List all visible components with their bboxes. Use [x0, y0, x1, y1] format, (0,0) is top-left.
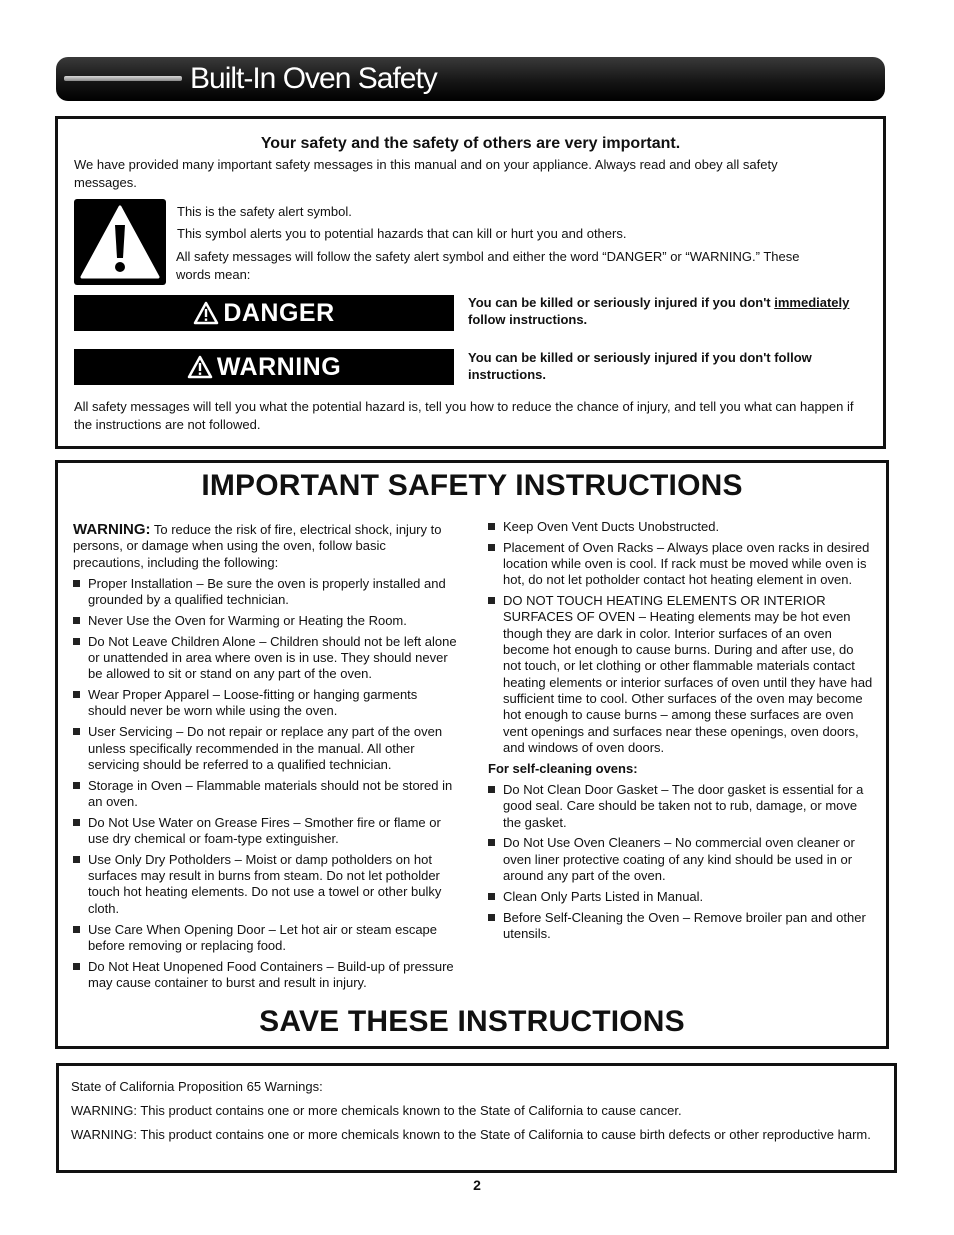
- list-item: Do Not Leave Children Alone – Children should not be left alone or unattended in area where oven is in use. They should never be allowed to sit or stand on any part of the oven.: [73, 634, 458, 683]
- list-item: Use Care When Opening Door – Let hot air or steam escape before removing or replacing food.: [73, 922, 458, 955]
- list-item: DO NOT TOUCH HEATING ELEMENTS OR INTERIOR SURFACES OF OVEN – Heating elements may be hot even though they are dark in color. Interior surfaces of an oven become hot enough to cause burns. During and after use, do not touch, or let clothing or other flammable materials contact heating elements or interior surfaces of oven until they have had sufficient time to cool. Other surfaces of the oven may become hot enough to cause burns – among these surfaces are oven vent openings and surfaces near these openings, oven doors, and windows of oven doors.: [488, 593, 873, 756]
- self-clean-heading: For self-cleaning ovens:: [488, 760, 638, 776]
- danger-text-a: You can be killed or seriously injured if you don't: [468, 295, 775, 310]
- warning-intro-text: To reduce the risk of fire, electrical shock, injury to persons, or damage when using the oven, follow basic precautions, including the following:: [73, 522, 442, 570]
- list-item: User Servicing – Do not repair or replace any part of the oven unless specifically recommended in the manual. All other servicing should be referred to a qualified technician.: [73, 724, 458, 773]
- warning-description: You can be killed or seriously injured if you don't follow instructions.: [468, 350, 812, 382]
- save-instructions-title: SAVE THESE INSTRUCTIONS: [259, 1005, 685, 1038]
- section-header: [56, 57, 885, 101]
- warning-lead: WARNING:: [73, 521, 151, 538]
- danger-text-emphasis: immediately: [774, 295, 850, 310]
- prop65-box: [56, 1063, 897, 1173]
- safety-alert-symbol-icon: [74, 199, 166, 285]
- safety-intro: We have provided many important safety messages in this manual and on your appliance. Always read and obey all safety messages.: [74, 157, 778, 190]
- page-number: 2: [473, 1177, 481, 1193]
- list-item: Do Not Clean Door Gasket – The door gasket is essential for a good seal. Care should be taken not to rub, damage, or move the gasket.: [488, 782, 873, 831]
- warning-intro: [73, 522, 458, 571]
- warning-label: WARNING: [216, 352, 342, 381]
- instructions-right-column: [488, 519, 873, 947]
- prop65-birth-defects-warning: WARNING: This product contains one or more chemicals known to the State of California to cause birth defects or other reproductive harm.: [71, 1127, 871, 1142]
- header-accent-line: [64, 76, 182, 81]
- danger-text-b: follow instructions.: [468, 312, 588, 327]
- instructions-left-column: [73, 522, 458, 996]
- list-item: Use Only Dry Potholders – Moist or damp potholders on hot surfaces may result in burns from steam. Do not let potholder touch hot heating elements. Do not use a towel or other bulky cloth.: [73, 852, 458, 917]
- list-item: Keep Oven Vent Ducts Unobstructed.: [488, 519, 873, 535]
- instructions-title: IMPORTANT SAFETY INSTRUCTIONS: [201, 469, 743, 502]
- safety-message-box: [55, 116, 886, 449]
- list-item: Clean Only Parts Listed in Manual.: [488, 889, 873, 905]
- list-item: Do Not Use Water on Grease Fires – Smother fire or flame or use dry chemical or foam-type extinguisher.: [73, 815, 458, 848]
- symbol-line-1: This is the safety alert symbol.: [177, 204, 352, 219]
- danger-label: DANGER: [223, 298, 335, 327]
- safety-closing: All safety messages will tell you what the potential hazard is, tell you how to reduce the chance of injury, and tell you what can happen if the instructions are not followed.: [74, 399, 854, 432]
- list-item: Do Not Use Oven Cleaners – No commercial oven cleaner or oven liner protective coating of any kind should be used in or around any part of the oven.: [488, 835, 873, 884]
- list-item: Storage in Oven – Flammable materials should not be stored in an oven.: [73, 778, 458, 811]
- alert-triangle-icon: [193, 301, 219, 325]
- symbol-line-2: This symbol alerts you to potential hazards that can kill or hurt you and others.: [177, 226, 627, 241]
- list-item: Never Use the Oven for Warming or Heating the Room.: [73, 613, 458, 629]
- symbol-line-3: All safety messages will follow the safety alert symbol and either the word “DANGER” or “WARNING.” These words mean:: [176, 249, 800, 282]
- list-item: Placement of Oven Racks – Always place oven racks in desired location while oven is cool. If rack must be moved while oven is hot, do not let potholder contact hot heating element in oven.: [488, 540, 873, 589]
- alert-triangle-icon: [187, 355, 213, 379]
- page-title: Built-In Oven Safety: [190, 62, 437, 95]
- safety-heading: Your safety and the safety of others are very important.: [260, 135, 681, 152]
- list-item: Proper Installation – Be sure the oven is properly installed and grounded by a qualified technician.: [73, 576, 458, 609]
- warning-banner: [74, 349, 454, 385]
- list-item: Wear Proper Apparel – Loose-fitting or hanging garments should never be worn while using the oven.: [73, 687, 458, 720]
- important-instructions-box: [55, 460, 889, 1049]
- prop65-heading: State of California Proposition 65 Warnings:: [71, 1079, 323, 1094]
- prop65-cancer-warning: WARNING: This product contains one or more chemicals known to the State of California to cause cancer.: [71, 1103, 682, 1118]
- danger-banner: [74, 295, 454, 331]
- danger-description: [468, 294, 878, 328]
- list-item: Do Not Heat Unopened Food Containers – Build-up of pressure may cause container to burst and result in injury.: [73, 959, 458, 992]
- list-item: Before Self-Cleaning the Oven – Remove broiler pan and other utensils.: [488, 910, 873, 943]
